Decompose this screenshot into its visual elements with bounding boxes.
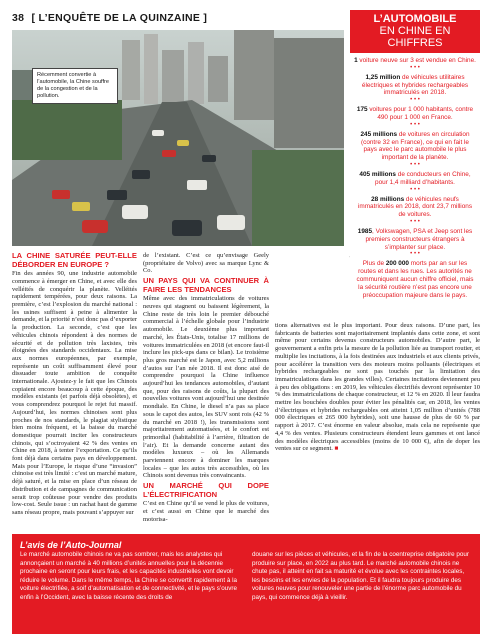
review-box	[12, 534, 480, 634]
stat-figure: 1,25 million	[365, 73, 401, 81]
street-photo	[12, 30, 344, 246]
page-header	[12, 12, 207, 24]
paragraph: Même avec des immatriculations de voitures neuves qui stagnent ou baissent légèrement, la Chine reste de très loin le premier débouché commercial à l’échelle globale pour l’industrie automobile. Le deuxième plus important marché, les États-Unis, totalise 17 millions de voitures immatriculées en 2018 (et encore faut-il inclure les pick-ups dans ce bilan). Le troisième plus gros marché est le Japon, avec 5,2 millions d’autos sur l’an née 2018. Il est donc aisé de comprendre pourquoi la Chine influence aujourd’hui les tendances automobiles, d’autant que, pour des raisons de coûts, la plupart des nouvelles voitures vont aujourd’hui une destinée mondiale. En Chine, le diesel n’a pas sa place sous le capot des autos, les SUV sont rois (42 % du marché en 2018 !), les transmissions sont majoritairement automatisées, et le confort est primordial (habitabilité à l’arrière, filtration de l’air). Et la demande concerne autant des modèles luxueux – où les Allemands parviennent encore à dominer les marques locales – que les autos très accessibles, où les Chinois sont devenus très convaincants.	[143, 295, 269, 480]
sidebar-title: L’AUTOMOBILE EN CHINE EN CHIFFRES	[350, 10, 480, 53]
stat-figure: 1985	[357, 227, 373, 235]
stat-item: Plus de 200 000 morts par an sur les routes et dans les rues. Les autorités ne communiquent aucun chiffre officiel, mais la sécurité routière n’est pas encore une préoccupation majeure dans le pays.	[356, 260, 474, 299]
stat-figure: 28 millions	[371, 195, 405, 203]
section-heading: UN MARCHÉ QUI DOPE L’ÉLECTRIFICATION	[143, 481, 269, 499]
section-title: [ L’ENQUÊTE DE LA QUINZAINE ]	[31, 12, 208, 24]
stat-item: 245 millions de voitures en circulation (contre 32 en France), ce qui en fait le pays avec le parc automobile le plus important de la planète.	[360, 130, 470, 162]
divider: • • •	[410, 97, 420, 104]
divider: • • •	[410, 218, 420, 225]
paragraph: tions alternatives est le plus important. Pour deux raisons. D’une part, les fabricants de batteries sont majoritairement implantés dans cette zone, et sont même pour certains devenus constructeurs automobiles. D’autre part, le gouvernement a enfin pris la mesure de la pollution liée au transport routier, et multiplie les incitations, à la fois destinées aux industriels et aux clients privés, pour accélérer la transition vers des moteurs moins polluants (électriques et hybrides rechargeables ne sont pas touchés par la limitation des immatriculations dans les grandes villes). Certaines incitations deviennent peu à peu des obligations : en 2019, les véhicules électrifiés devront représenter 10 % des immatriculations de chaque constructeur, et 12 % en 2020. Il leur faudra mettre les bouchées doubles pour éviter les pénalités car, en 2018, les ventes d’électriques et hybrides rechargeables ont atteint 1,05 million d’unités (788 000 électriques et 265 000 hybrides), soit une hausse de plus de 60 % par rapport à 2017. C’est énorme en valeur absolue, mais cela ne représente que 4,4 % des ventes. Plusieurs constructeurs étendent leurs gammes et ont lancé des modèles électriques accessibles (moins de 10 000 €), afin de doper les ventes sur ce segment. ■	[275, 322, 480, 453]
article-column-1	[12, 252, 137, 517]
section-heading: UN PAYS QUI VA CONTINUER À FAIRE LES TENDANCES	[143, 276, 269, 294]
stat-item: 28 millions de véhicules neufs immatriculés en 2018, dont 23,7 millions de voitures.	[357, 195, 473, 219]
stat-figure: 200 000	[385, 260, 409, 268]
stat-item: 405 millions de conducteurs en Chine, pour 1,4 milliard d’habitants.	[359, 170, 471, 186]
stat-item: 175 voitures pour 1 000 habitants, contre 490 pour 1 000 en France.	[356, 106, 474, 121]
photo-caption: Récemment convertie à l’automobile, la Chine souffre de la congestion et de la pollution.	[32, 68, 118, 104]
article-column-2	[143, 252, 269, 523]
paragraph: C’est en Chine qu’il se vend le plus de voitures, et c’est aussi en Chine que le marché des motorisa-	[143, 500, 269, 523]
traffic-jam-image	[12, 30, 344, 246]
stat-figure: 175	[356, 106, 368, 114]
paragraph: Fin des années 90, une industrie automobile commence à émerger en Chine, et avec elle des velléités de conquérir la planète. Velléités rapidement tempérées, pour deux raisons. La première, c’est l’explosion du marché national : les usines suffisent à peine à alimenter la demande, et la priorité n’est donc pas d’exporter la production. La seconde, c’est que les véhicules chinois répondent à des normes de sécurité et de pollution très laxistes, très éloignées des standards occidentaux. La mise aux normes européennes, par exemple, représente un coût suffisamment élevé pour dissuader toute ambition de conquête internationale. Ajoutez-y le fait que les Chinois copiaient encore beaucoup à cette époque, des modèles existants (et parfois déjà obsolètes), et vous comprendrez pourquoi le rejet fut massif. Aujourd’hui, les normes chinoises sont plus proches de nos standards, le plagiat stylistique bien moins fréquent, et la baisse du marché domestique pourrait inciter les constructeurs chinois, qui s’octroyaient 42 % des ventes en Chine en 2018, à tenter l’exportation. Ce qu’ils font déjà dans certains pays en développement. Mais pour l’Europe, le risque d’une “invasion” chinoise est très limité : c’est un marché mature, déjà saturé, et la mise en place d’un réseau de distribution et de campagnes de communication serait trop coûteuse pour vendre des produits low-cost. Seule issue : un rachat haut de gamme sans réseau propre, mais pouvant s’appuyer sur	[12, 270, 137, 516]
paragraph: de l’existant. C’est ce qu’envisage Geely (propriétaire de Volvo) avec sa marque Lync & Co.	[143, 252, 269, 275]
divider: • • •	[410, 161, 420, 168]
end-mark: ■	[334, 445, 339, 453]
divider: • • •	[410, 251, 420, 258]
stats-list	[350, 53, 480, 299]
divider: • • •	[410, 64, 420, 71]
stat-figure: 245 millions	[360, 130, 398, 138]
divider: • • •	[410, 186, 420, 193]
article-column-3	[275, 322, 480, 453]
review-title: L’avis de l’Auto-Journal	[20, 540, 122, 550]
stat-item: 1985, Volkswagen, PSA et Jeep sont les premiers constructeurs étrangers à s’implanter sur place.	[357, 227, 473, 251]
stat-figure: 1	[354, 57, 358, 64]
divider: • • •	[410, 121, 420, 128]
page-number: 38	[12, 12, 25, 24]
review-column-1: Le marché automobile chinois ne va pas sombrer, mais les analystes qui annonçaient un marché à 40 millions d’unités annuelles pour la décennie prochaine en seront pour leurs frais, et les capacités industrielles vont devoir réduire le volume. Dans le même temps, la Chine se convertit rapidement à la voiture électrifiée, a soif d’automatisation et de connectivité, et le pays s’ouvre enfin à l’Occident, avec la baisse récente des droits de	[20, 551, 238, 601]
stat-figure: 405 millions	[359, 170, 396, 178]
section-heading: LA CHINE SATURÉE PEUT-ELLE DÉBORDER EN EUROPE ?	[12, 251, 137, 269]
stat-item: 1 voiture neuve sur 3 est vendue en Chine.	[354, 57, 476, 64]
review-column-2: douane sur les pièces et véhicules, et la fin de la coentreprise obligatoire pour produire sur place, en 2022 au plus tard. Le marché automobile chinois ne chute pas, il atteint en fait sa maturité et évolue avec les contraintes locales, les besoins et les envies de la population. Et il faudra toujours produire des voitures neuves pour renouveler une partie de l’énorme parc automobile du pays, qui commence déjà à vieillir.	[252, 551, 470, 601]
stat-item: 1,25 million de véhicules utilitaires électriques et hybrides rechargeables immatriculés en 2018.	[361, 73, 469, 97]
